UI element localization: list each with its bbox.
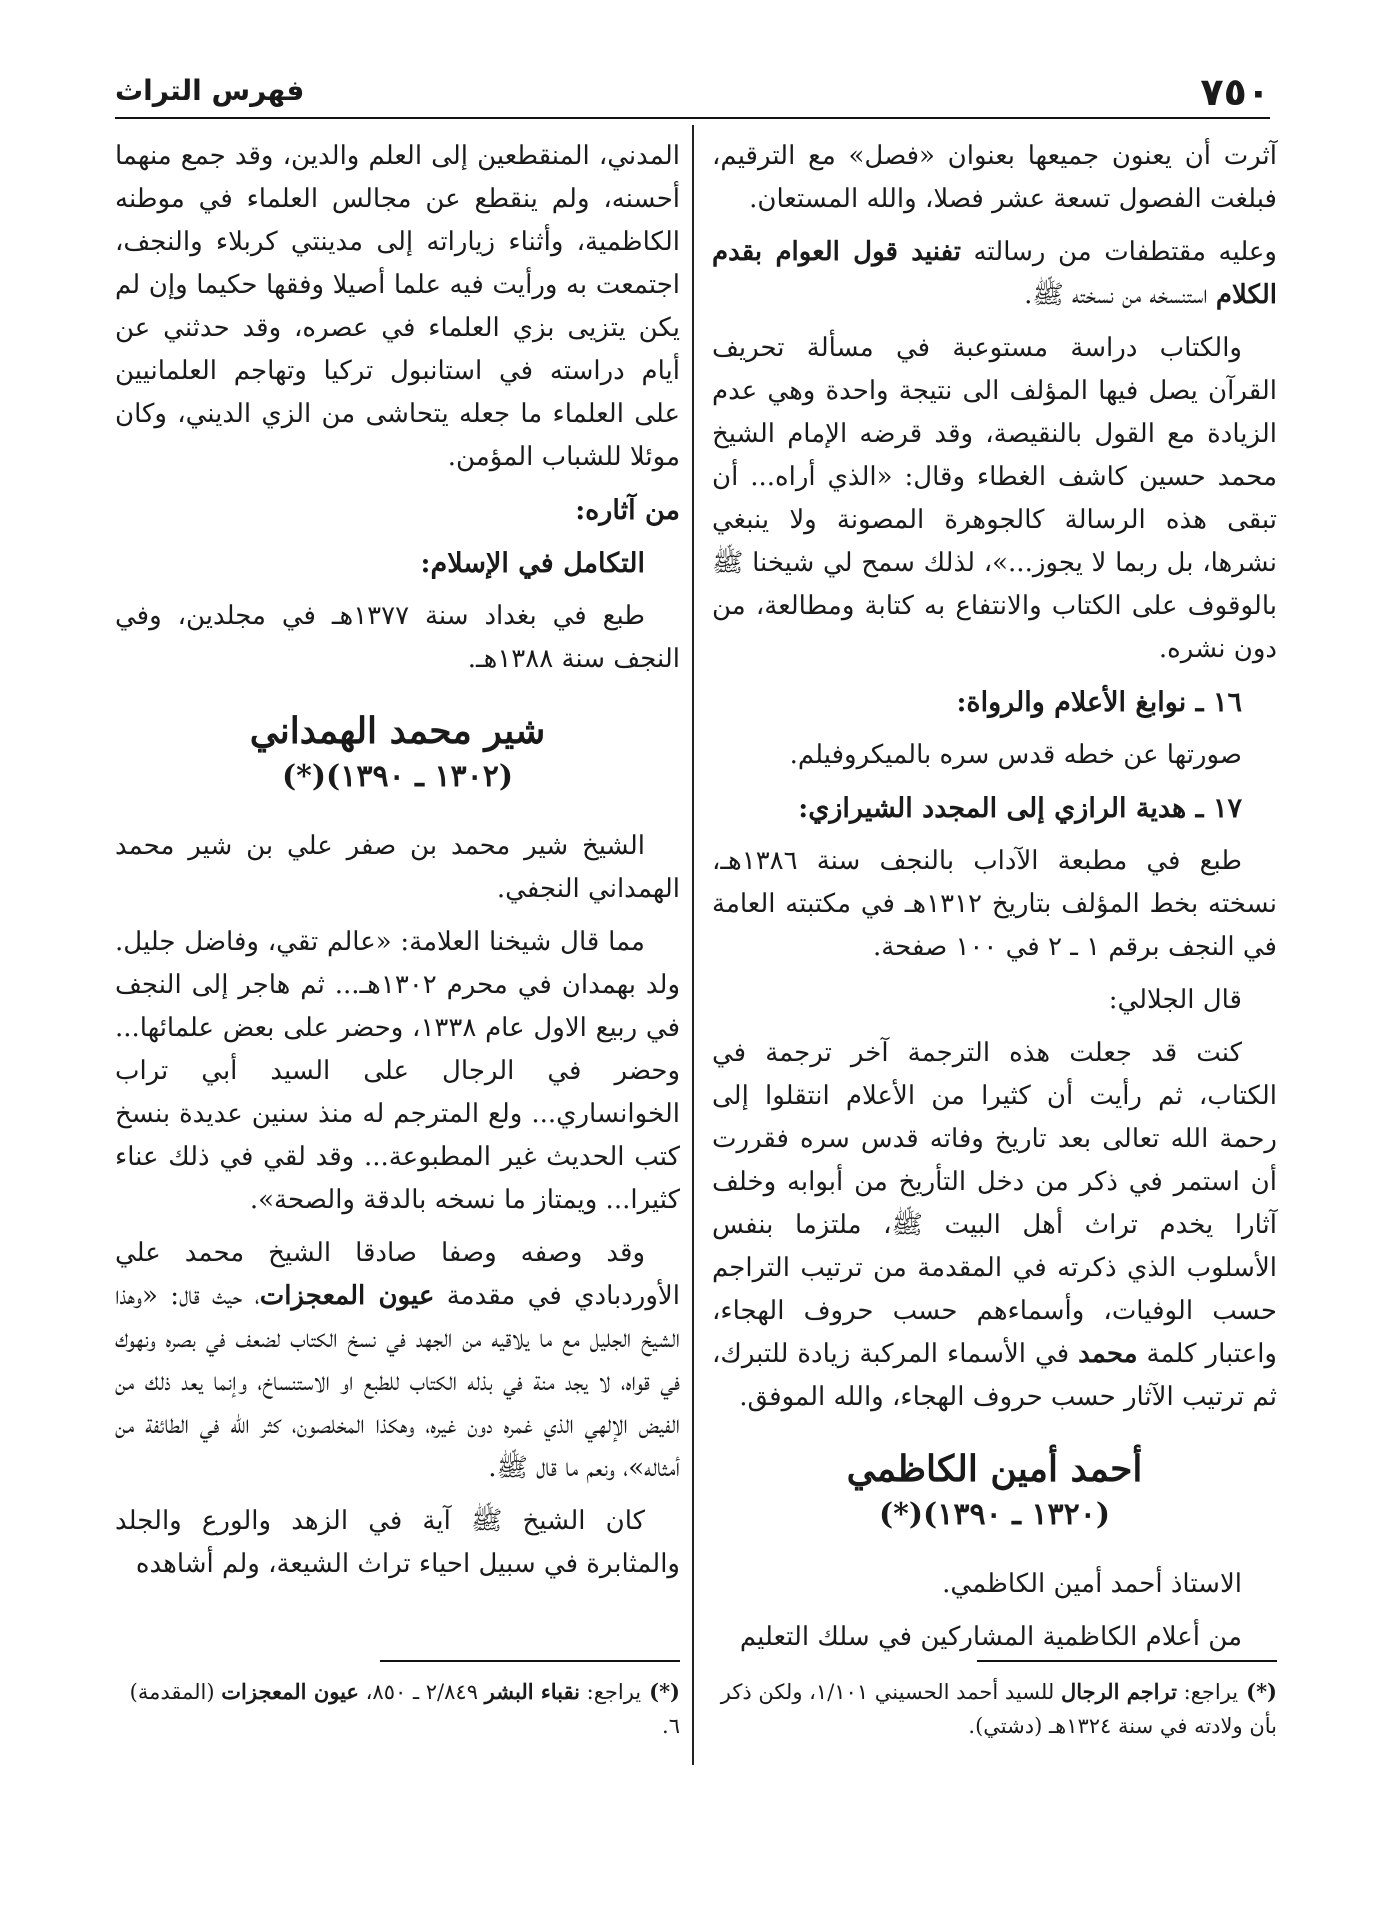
- works-heading: من آثاره:: [575, 495, 680, 526]
- left-column: [115, 135, 680, 1596]
- book-title-inline: عيون المعجزات: [221, 1679, 359, 1704]
- paragraph: آثرت أن يعنون جميعها بعنوان «فصل» مع الترقيم، فبلغت الفصول تسعة عشر فصلا، والله المستعان.: [712, 141, 1277, 214]
- biography-heading: [115, 707, 680, 799]
- footnote-rule: [977, 1660, 1277, 1662]
- paragraph: صورتها عن خطه قدس سره بالميكروفيلم.: [789, 740, 1242, 770]
- text: وقد وصفه وصفا صادقا الشيخ محمد علي الأوردبادي في مقدمة: [115, 1238, 680, 1311]
- item-heading: ١٦ ـ نوابغ الأعلام والرواة:: [956, 687, 1242, 718]
- paragraph: من أعلام الكاظمية المشاركين في سلك التعليم: [739, 1622, 1242, 1652]
- book-title-inline: تراجم الرجال: [1060, 1679, 1177, 1704]
- right-column: [712, 135, 1277, 1669]
- page-number: ٧٥٠: [1200, 70, 1270, 114]
- footnote-mark: (*): [1246, 1679, 1277, 1704]
- text: يراجع:: [579, 1680, 642, 1704]
- book-heading: التكامل في الإسلام:: [420, 548, 645, 579]
- biography-dates: (١٣٢٠ ـ ١٣٩٠)(*): [878, 1497, 1111, 1532]
- text: للسيد أحمد الحسيني ١/١٠١، ولكن ذكر بأن ولادته في سنة ١٣٢٤هـ (دشتي).: [720, 1680, 1277, 1738]
- paragraph: طبع في مطبعة الآداب بالنجف سنة ١٣٨٦هـ، نسخته بخط المؤلف بتاريخ ١٣١٢هـ في مكتبته العامة في النجف برقم ١ ـ ٢ في ١٠٠ صفحة.: [712, 846, 1278, 962]
- biography-name: أحمد أمين الكاظمي: [846, 1448, 1143, 1490]
- footnote-mark: (*): [649, 1679, 680, 1704]
- footnote-right: [712, 1675, 1277, 1743]
- paragraph: [712, 1032, 1277, 1419]
- biography-name: شير محمد الهمداني: [249, 710, 546, 752]
- paragraph: المدني، المنقطعين إلى العلم والدين، وقد جمع منهما أحسنه، ولم ينقطع عن مجالس العلماء في موطنه الكاظمية، وأثناء زياراته إلى مدينتي كربلاء والنجف، اجتمعت به ورأيت فيه علما أصيلا وفقها حكيما وإن لم يكن يتزيى بزي العلماء في عصره، وقد حدثني عن أيام دراسته في استانبول تركيا وتهاجم العلمانيين على العلماء ما جعله يتحاشى من الزي الديني، وكان موئلا للشباب المؤمن.: [115, 141, 680, 472]
- text: وعليه مقتطفات من رسالته: [960, 237, 1277, 267]
- paragraph: مما قال شيخنا العلامة: «عالم تقي، وفاضل جليل. ولد بهمدان في محرم ١٣٠٢هـ... ثم هاجر إلى النجف في ربيع الاول عام ١٣٣٨، وحضر على بعض علمائها... وحضر في الرجال على السيد أبي تراب الخوانساري... ولع المترجم له منذ سنين عديدة بنسخ كتب الحديث غير المطبوعة... وقد لقي في ذلك عناء كثيرا... ويمتاز ما نسخه بالدقة والصحة».: [115, 927, 681, 1215]
- header-rule: [115, 117, 1270, 119]
- paragraph: [115, 1232, 680, 1490]
- running-title: فهرس التراث: [115, 74, 305, 107]
- text: ، حيث قال: «وهذا الشيخ الجليل مع ما يلاقيه من الجهد في نسخ الكتاب لضعف في بصره ونهوك في قواه، لا يجد منة في بذله الكتاب للطبع او الاستنساخ، وإنما يعد ذلك من الفيض الإلهي الذي غمره دون غيره، وهكذا المخلصون، كثر الله في الطائفة من أمثاله»، ونعم ما قال ﷺ.: [115, 1281, 680, 1483]
- text: ٢/٨٤٩ ـ ٨٥٠،: [358, 1680, 485, 1704]
- paragraph: كان الشيخ ﷺ آية في الزهد والورع والجلد والمثابرة في سبيل احياء تراث الشيعة، ولم أشاهده: [115, 1506, 680, 1579]
- paragraph: قال الجلالي:: [1108, 985, 1242, 1015]
- text: استنسخه من نسخته ﷺ.: [1024, 280, 1216, 310]
- paragraph: الشيخ شير محمد بن صفر علي بن شير محمد الهمداني النجفي.: [115, 831, 680, 904]
- text: يراجع:: [1176, 1680, 1239, 1704]
- paragraph: والكتاب دراسة مستوعبة في مسألة تحريف القرآن يصل فيها المؤلف الى نتيجة واحدة وهي عدم الزيادة مع القول بالنقيصة، وقد قرضه الإمام الشيخ محمد حسين كاشف الغطاء وقال: «الذي أراه... أن تبقى هذه الرسالة كالجوهرة المصونة ولا ينبغي نشرها، بل ربما لا يجوز...»، لذلك سمح لي شيخنا ﷺ بالوقوف على الكتاب والانتفاع به كتابة ومطالعة، من دون نشره.: [712, 333, 1277, 664]
- book-title-inline: نقباء البشر: [484, 1679, 580, 1704]
- text: (المقدمة) ٦.: [129, 1680, 680, 1738]
- paragraph: [712, 231, 1277, 317]
- text: في الأسماء المركبة زيادة للتبرك، ثم ترتيب الآثار حسب حروف الهجاء، والله الموفق.: [712, 1339, 1277, 1412]
- emphasis: محمد: [1078, 1339, 1138, 1369]
- paragraph: طبع في بغداد سنة ١٣٧٧هـ في مجلدين، وفي النجف سنة ١٣٨٨هـ.: [115, 601, 680, 674]
- running-head: [115, 70, 1270, 114]
- paragraph: الاستاذ أحمد أمين الكاظمي.: [942, 1569, 1242, 1599]
- footnote-rule: [380, 1660, 680, 1662]
- text: كنت قد جعلت هذه الترجمة آخر ترجمة في الكتاب، ثم رأيت أن كثيرا من الأعلام انتقلوا إلى رحمة الله تعالى بعد تاريخ وفاته قدس سره فقررت أن استمر في ذكر من دخل التأريخ من أبوابه وخلف آثارا يخدم تراث أهل البيت ﷺ، ملتزما بنفس الأسلوب الذي ذكرته في المقدمة من ترتيب التراجم حسب الوفيات، وأسماءهم حسب حروف الهجاء، واعتبار كلمة: [712, 1038, 1277, 1369]
- biography-dates: (١٣٠٢ ـ ١٣٩٠)(*): [281, 759, 514, 794]
- item-heading: ١٧ ـ هدية الرازي إلى المجدد الشيرازي:: [798, 793, 1242, 824]
- footnote-left: [115, 1675, 680, 1743]
- book-title-inline: تفنيد قول العوام بقدم الكلام: [712, 237, 1277, 310]
- biography-heading: [712, 1445, 1277, 1537]
- book-title-inline: عيون المعجزات: [259, 1281, 435, 1311]
- column-divider: [692, 125, 694, 1765]
